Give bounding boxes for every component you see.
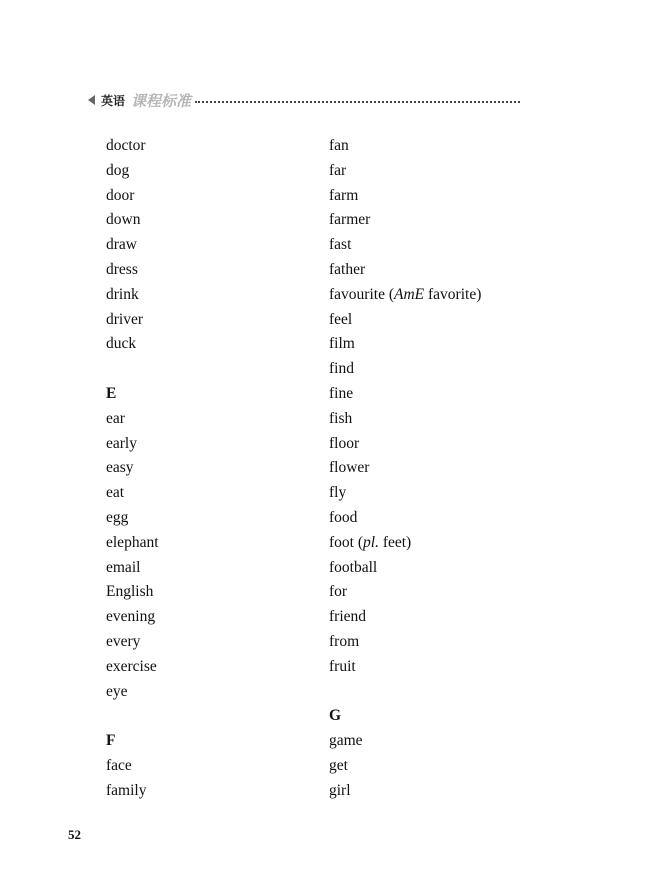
vocabulary-word xyxy=(106,481,159,506)
vocabulary-word xyxy=(106,407,159,432)
word-text: E xyxy=(106,384,117,402)
word-text: G xyxy=(329,707,342,725)
vocabulary-word xyxy=(106,779,159,804)
word-text: ear xyxy=(106,409,125,427)
word-text: get xyxy=(329,756,348,774)
section-letter-heading xyxy=(106,382,159,407)
vocabulary-word xyxy=(106,556,159,581)
word-text: driver xyxy=(106,310,144,328)
vocabulary-word xyxy=(329,506,481,531)
vocabulary-word xyxy=(329,655,481,680)
vocabulary-word xyxy=(106,531,159,556)
header-subject: 英语 xyxy=(101,93,126,108)
vocabulary-word xyxy=(329,456,481,481)
word-text: fish xyxy=(329,409,353,427)
word-text: family xyxy=(106,781,147,799)
word-text: find xyxy=(329,360,354,378)
word-text: dress xyxy=(106,260,138,278)
vocabulary-word xyxy=(329,481,481,506)
header-title: 课程标准 xyxy=(131,91,192,110)
vocabulary-word xyxy=(329,159,481,184)
word-text: easy xyxy=(106,459,134,477)
blank-line xyxy=(106,704,159,729)
word-text: father xyxy=(329,260,366,278)
word-list-left-column xyxy=(106,134,159,804)
vocabulary-word xyxy=(106,680,159,705)
word-text: food xyxy=(329,508,358,526)
vocabulary-word xyxy=(329,729,481,754)
word-text: door xyxy=(106,186,135,204)
vocabulary-word xyxy=(106,506,159,531)
note-variant: feet) xyxy=(378,533,412,551)
word-text: draw xyxy=(106,236,137,254)
vocabulary-word xyxy=(329,258,481,283)
word-text: friend xyxy=(329,608,367,626)
word-text: elephant xyxy=(106,533,159,551)
vocabulary-word xyxy=(329,208,481,233)
vocabulary-word xyxy=(106,432,159,457)
vocabulary-word xyxy=(106,184,159,209)
vocabulary-word xyxy=(329,332,481,357)
vocabulary-word xyxy=(106,580,159,605)
word-text: farmer xyxy=(329,211,371,229)
word-text: fine xyxy=(329,384,354,402)
vocabulary-word xyxy=(106,283,159,308)
vocabulary-word xyxy=(329,754,481,779)
section-letter-heading xyxy=(329,704,481,729)
word-text: English xyxy=(106,583,154,601)
note-variant: favorite) xyxy=(424,285,482,303)
word-text: far xyxy=(329,161,347,179)
blank-line xyxy=(329,680,481,705)
vocabulary-word xyxy=(329,531,481,556)
word-text: football xyxy=(329,558,378,576)
dotted-rule xyxy=(195,101,520,103)
word-list-right-column xyxy=(329,134,481,804)
word-text: drink xyxy=(106,285,139,303)
word-text: fast xyxy=(329,236,352,254)
word-text: girl xyxy=(329,781,351,799)
vocabulary-word xyxy=(106,655,159,680)
word-text: exercise xyxy=(106,657,157,675)
note-open: ( xyxy=(384,285,394,303)
word-text: flower xyxy=(329,459,370,477)
vocabulary-word xyxy=(106,134,159,159)
word-text: eat xyxy=(106,484,125,502)
word-text: email xyxy=(106,558,141,576)
vocabulary-word xyxy=(106,754,159,779)
word-text: eye xyxy=(106,682,128,700)
word-text: evening xyxy=(106,608,156,626)
vocabulary-word xyxy=(329,432,481,457)
vocabulary-word xyxy=(106,258,159,283)
vocabulary-word xyxy=(329,283,481,308)
vocabulary-word xyxy=(329,233,481,258)
vocabulary-word xyxy=(106,208,159,233)
vocabulary-word xyxy=(329,630,481,655)
word-text: feel xyxy=(329,310,353,328)
page-number: 52 xyxy=(68,827,81,842)
vocabulary-word xyxy=(106,456,159,481)
vocabulary-word xyxy=(329,382,481,407)
word-text: floor xyxy=(329,434,360,452)
word-text: fan xyxy=(329,137,349,154)
word-text: egg xyxy=(106,508,129,526)
word-text: fruit xyxy=(329,657,356,675)
word-text: fly xyxy=(329,484,347,502)
word-text: game xyxy=(329,732,363,750)
word-text: down xyxy=(106,211,141,229)
word-text: every xyxy=(106,632,141,650)
vocabulary-word xyxy=(329,779,481,804)
word-text: face xyxy=(106,756,132,774)
note-label: AmE xyxy=(394,285,425,303)
word-text: foot xyxy=(329,533,354,551)
running-header xyxy=(88,90,520,110)
blank-line xyxy=(106,357,159,382)
word-text: early xyxy=(106,434,137,452)
vocabulary-word xyxy=(329,556,481,581)
vocabulary-word xyxy=(329,308,481,333)
vocabulary-word xyxy=(329,580,481,605)
vocabulary-word xyxy=(106,332,159,357)
note-open: ( xyxy=(353,533,364,551)
vocabulary-word xyxy=(329,134,481,159)
word-text: F xyxy=(106,732,116,750)
word-text: doctor xyxy=(106,137,146,154)
vocabulary-word xyxy=(106,605,159,630)
word-text: from xyxy=(329,632,360,650)
vocabulary-word xyxy=(329,605,481,630)
vocabulary-word xyxy=(106,159,159,184)
word-text: dog xyxy=(106,161,130,179)
word-text: for xyxy=(329,583,348,601)
word-text: film xyxy=(329,335,355,353)
word-text: duck xyxy=(106,335,137,353)
vocabulary-word xyxy=(329,357,481,382)
section-letter-heading xyxy=(106,729,159,754)
left-arrow-icon xyxy=(88,95,95,105)
vocabulary-word xyxy=(329,184,481,209)
vocabulary-word xyxy=(106,233,159,258)
word-text: favourite xyxy=(329,285,385,303)
word-text: farm xyxy=(329,186,359,204)
note-label: pl. xyxy=(363,533,379,551)
vocabulary-word xyxy=(106,630,159,655)
vocabulary-word xyxy=(329,407,481,432)
vocabulary-word xyxy=(106,308,159,333)
